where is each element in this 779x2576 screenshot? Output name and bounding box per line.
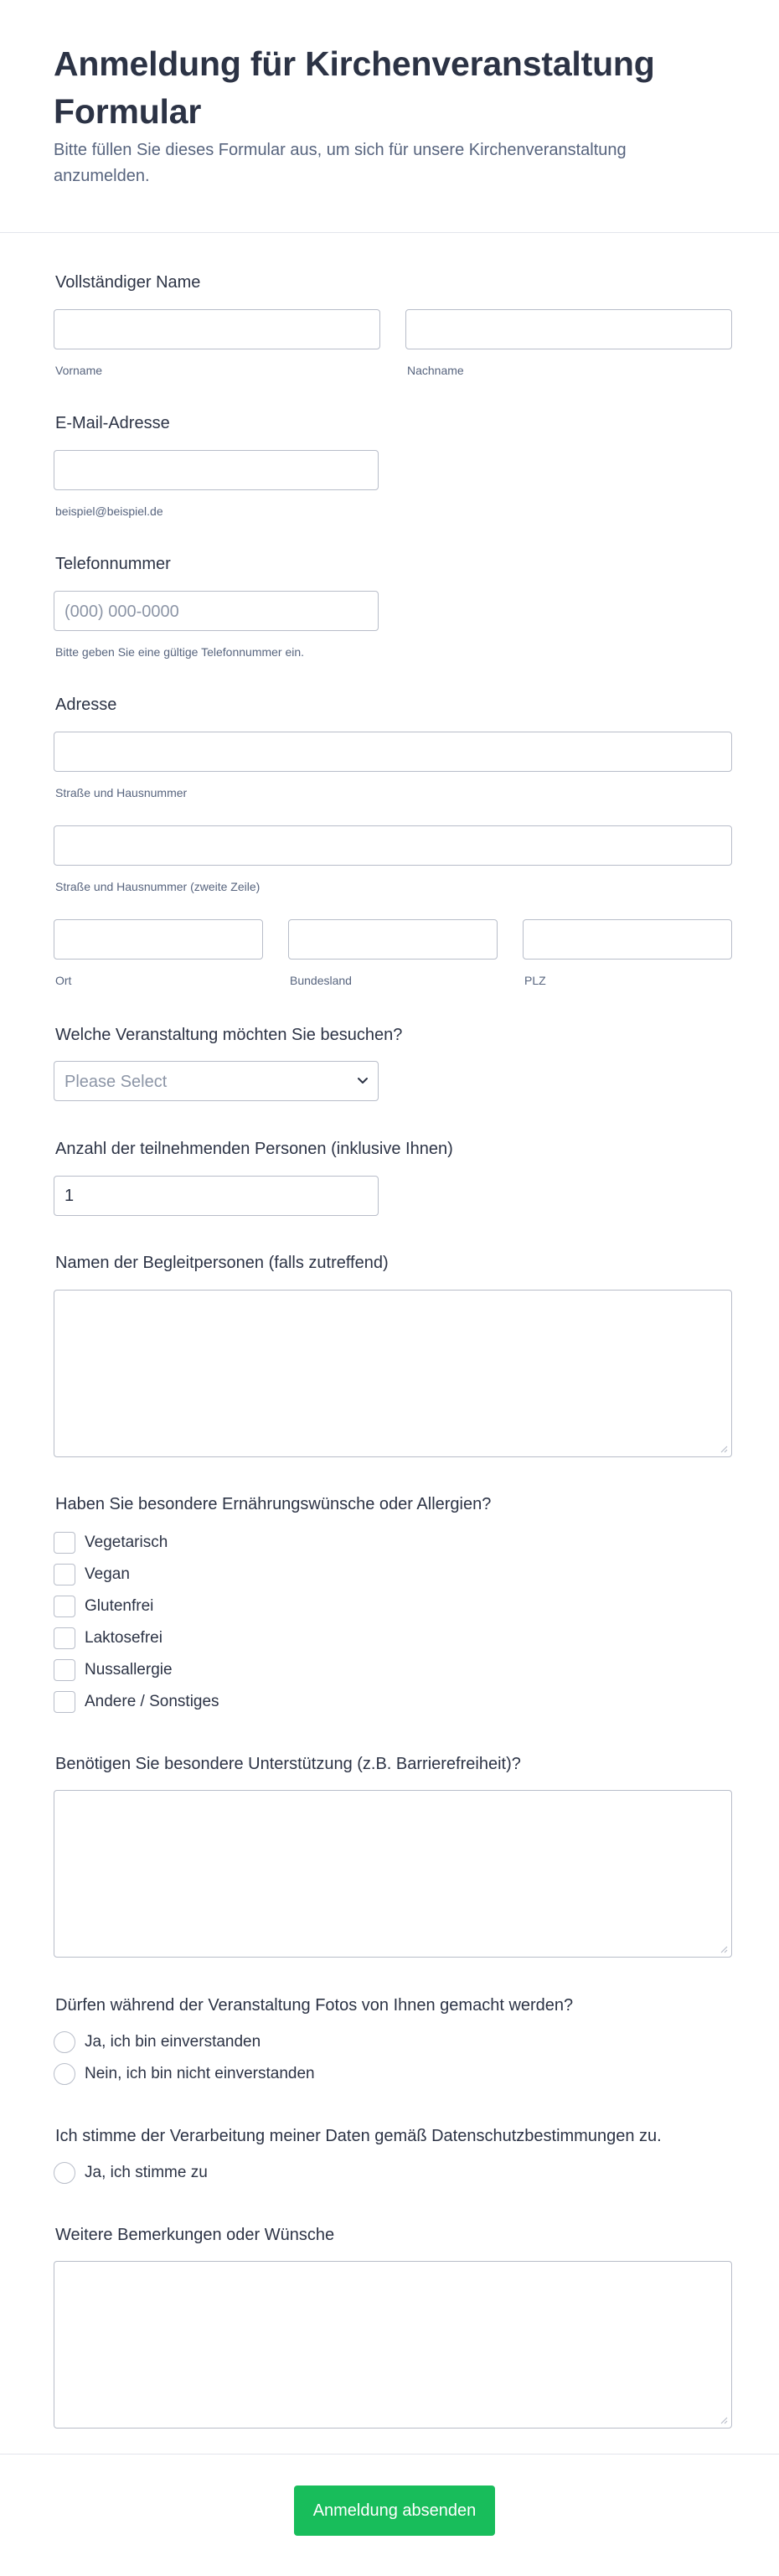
last-name-input[interactable] — [405, 309, 732, 349]
companions-textarea[interactable] — [54, 1290, 732, 1457]
diet-option-label: Andere / Sonstiges — [85, 1693, 219, 1710]
attendees-input[interactable] — [54, 1176, 379, 1216]
email-sublabel: beispiel@beispiel.de — [55, 504, 163, 518]
photos-option-label: Nein, ich bin nicht einverstanden — [85, 2065, 315, 2082]
street2-input[interactable] — [54, 825, 732, 866]
diet-option-label: Nussallergie — [85, 1661, 173, 1679]
radio-button[interactable] — [54, 2031, 75, 2053]
resize-handle-icon[interactable] — [718, 2414, 728, 2424]
checkbox[interactable] — [54, 1659, 75, 1681]
checkbox[interactable] — [54, 1691, 75, 1713]
diet-label: Haben Sie besondere Ernährungswünsche oder Allergien? — [55, 1495, 492, 1513]
event-select-value: Please Select — [64, 1073, 168, 1091]
first-name-sublabel: Vorname — [55, 364, 103, 377]
city-sublabel: Ort — [55, 974, 72, 987]
name-label: Vollständiger Name — [55, 273, 201, 292]
photos-label: Dürfen während der Veranstaltung Fotos von Ihnen gemacht werden? — [55, 1996, 574, 2015]
submit-button[interactable]: Anmeldung absenden — [294, 2485, 495, 2536]
diet-option-label: Vegan — [85, 1565, 130, 1583]
companions-label: Namen der Begleitpersonen (falls zutreffend) — [55, 1254, 389, 1272]
email-label: E-Mail-Adresse — [55, 414, 170, 432]
diet-option-label: Glutenfrei — [85, 1597, 154, 1615]
state-input[interactable] — [288, 919, 498, 960]
city-input[interactable] — [54, 919, 263, 960]
remarks-label: Weitere Bemerkungen oder Wünsche — [55, 2226, 335, 2244]
address-label: Adresse — [55, 696, 117, 714]
event-select[interactable] — [54, 1061, 379, 1101]
phone-label: Telefonnummer — [55, 555, 171, 573]
page-title: Anmeldung für Kirchenveranstaltung Formular — [54, 44, 655, 131]
radio-button[interactable] — [54, 2162, 75, 2184]
attendees-value: 1 — [64, 1187, 75, 1205]
state-sublabel: Bundesland — [290, 974, 352, 987]
zip-sublabel: PLZ — [524, 974, 546, 987]
remarks-textarea[interactable] — [54, 2261, 732, 2429]
zip-input[interactable] — [523, 919, 732, 960]
diet-option-label: Vegetarisch — [85, 1534, 168, 1551]
phone-input[interactable] — [54, 591, 379, 631]
radio-button[interactable] — [54, 2063, 75, 2085]
checkbox[interactable] — [54, 1627, 75, 1649]
diet-option-label: Laktosefrei — [85, 1629, 163, 1647]
form-header — [0, 0, 779, 233]
street2-sublabel: Straße und Hausnummer (zweite Zeile) — [55, 880, 261, 893]
checkbox[interactable] — [54, 1564, 75, 1585]
first-name-input[interactable] — [54, 309, 380, 349]
chevron-down-icon — [356, 1073, 369, 1087]
last-name-sublabel: Nachname — [407, 364, 464, 377]
phone-sublabel: Bitte geben Sie eine gültige Telefonnummer ein. — [55, 645, 305, 659]
privacy-label: Ich stimme der Verarbeitung meiner Daten gemäß Datenschutzbestimmungen zu. — [55, 2127, 662, 2145]
privacy-option-label: Ja, ich stimme zu — [85, 2164, 208, 2181]
street-sublabel: Straße und Hausnummer — [55, 786, 188, 799]
checkbox[interactable] — [54, 1532, 75, 1554]
photos-option-label: Ja, ich bin einverstanden — [85, 2033, 261, 2051]
email-input[interactable] — [54, 450, 379, 490]
resize-handle-icon[interactable] — [718, 1443, 728, 1453]
phone-placeholder: (000) 000-0000 — [64, 603, 179, 621]
checkbox[interactable] — [54, 1596, 75, 1617]
event-label: Welche Veranstaltung möchten Sie besuchen? — [55, 1026, 403, 1044]
support-textarea[interactable] — [54, 1790, 732, 1958]
page-subtitle: Bitte füllen Sie dieses Formular aus, um sich für unsere Kirchenveranstaltung anzumelden. — [54, 141, 627, 185]
attendees-label: Anzahl der teilnehmenden Personen (inklusive Ihnen) — [55, 1140, 453, 1158]
resize-handle-icon[interactable] — [718, 1943, 728, 1953]
street-input[interactable] — [54, 732, 732, 772]
support-label: Benötigen Sie besondere Unterstützung (z.B. Barrierefreiheit)? — [55, 1755, 521, 1773]
